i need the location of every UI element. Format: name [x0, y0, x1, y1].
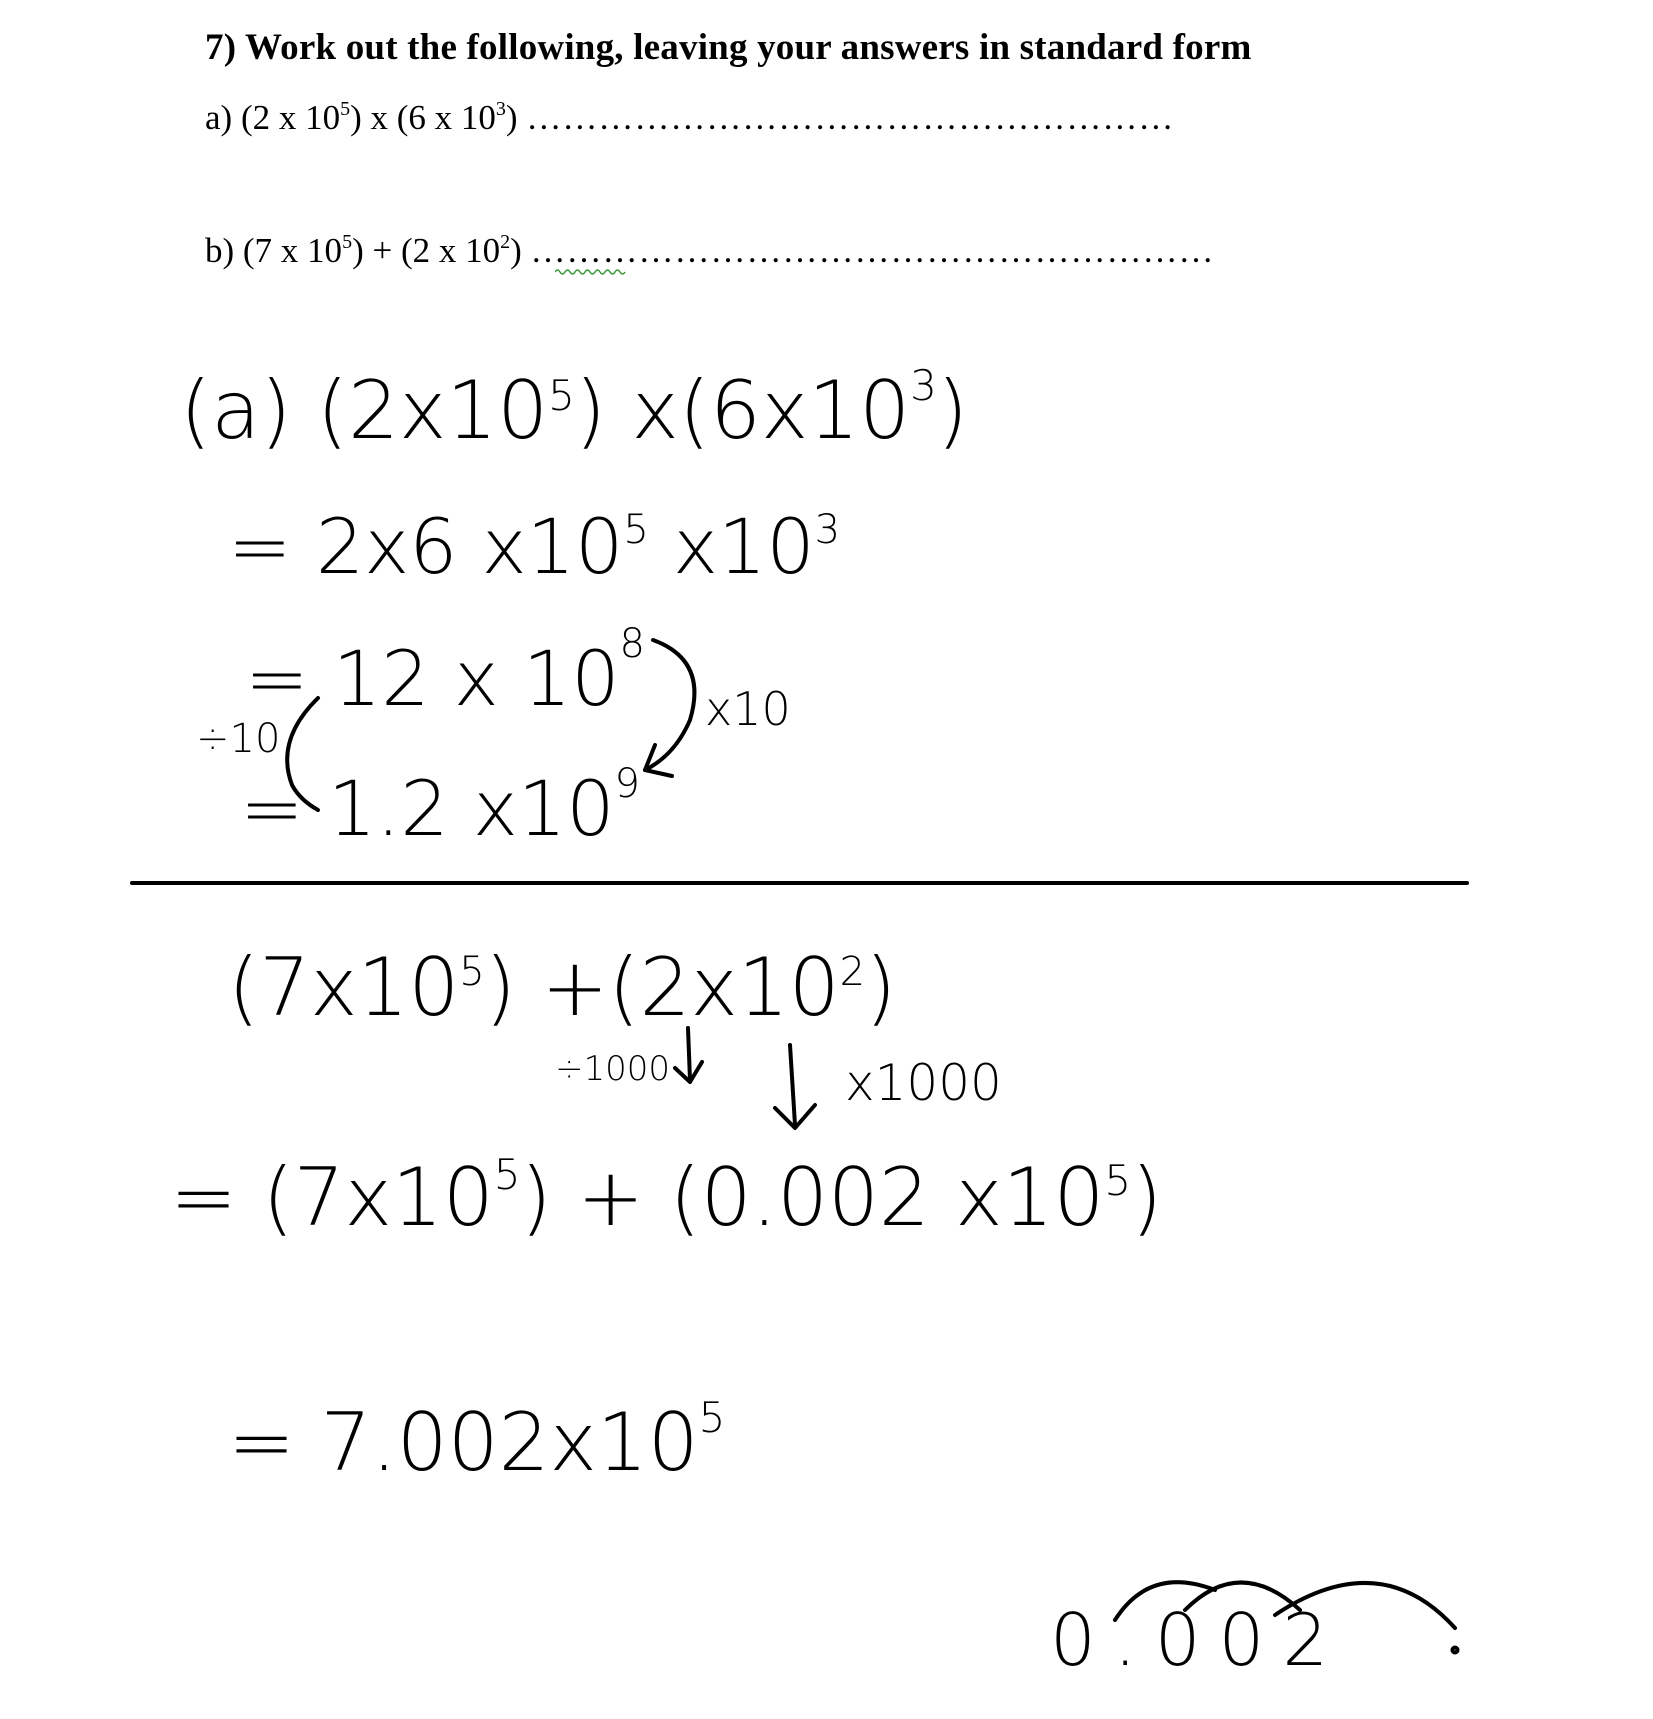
hw-side-number: 0.002 — [1050, 1598, 1347, 1682]
hw-a-line3: = 12 x $10^8$ — [245, 621, 645, 723]
hw-b-line2: = $(7x10^5) + (0.002$ $x10^5$) — [170, 1150, 1163, 1244]
part-b-exp1: 5 — [342, 231, 353, 253]
hw-note-div1000: ÷1000 — [555, 1049, 671, 1089]
hw-note-x10: x10 — [705, 682, 791, 736]
hw-arrow-down-right — [790, 1045, 795, 1125]
part-a-end: ) — [505, 98, 518, 137]
hw-a-line4: = 1.2 $x10^9$ — [240, 761, 640, 853]
part-b-label: b) (7 x 10 — [205, 231, 343, 270]
hw-final-point — [1453, 1648, 1458, 1653]
part-a-label: a) (2 x 10 — [205, 98, 341, 137]
hw-b-line3: = $7.002x10^5$ — [228, 1393, 726, 1489]
part-a-mid: ) x (6 x 10 — [350, 98, 496, 137]
part-b-exp2: 2 — [500, 231, 511, 253]
part-a-exp2: 3 — [495, 98, 506, 120]
part-a-answer-dots: ……………………………………………… — [526, 98, 1175, 137]
hw-a-line1: (a) $(2x10^5)$ $x(6x10^3)$ — [180, 361, 969, 457]
part-b-answer-dots: ………………………………………………… — [530, 231, 1215, 270]
part-b-mid: ) + (2 x 10 — [352, 231, 501, 270]
question-title: 7) Work out the following, leaving your answers in standard form — [205, 27, 1252, 68]
hw-arrow-down-left — [688, 1028, 690, 1080]
hw-b-line1: $(7x10^5) +(2x10^2)$ — [228, 941, 897, 1034]
hw-note-x1000: x1000 — [845, 1054, 1002, 1112]
part-b-end: ) — [510, 231, 522, 270]
hw-note-div10: ÷10 — [196, 716, 281, 762]
part-a-exp1: 5 — [340, 98, 351, 120]
hw-a-line2: = 2x6 $x10^5$ $x10^3$ — [228, 502, 841, 591]
